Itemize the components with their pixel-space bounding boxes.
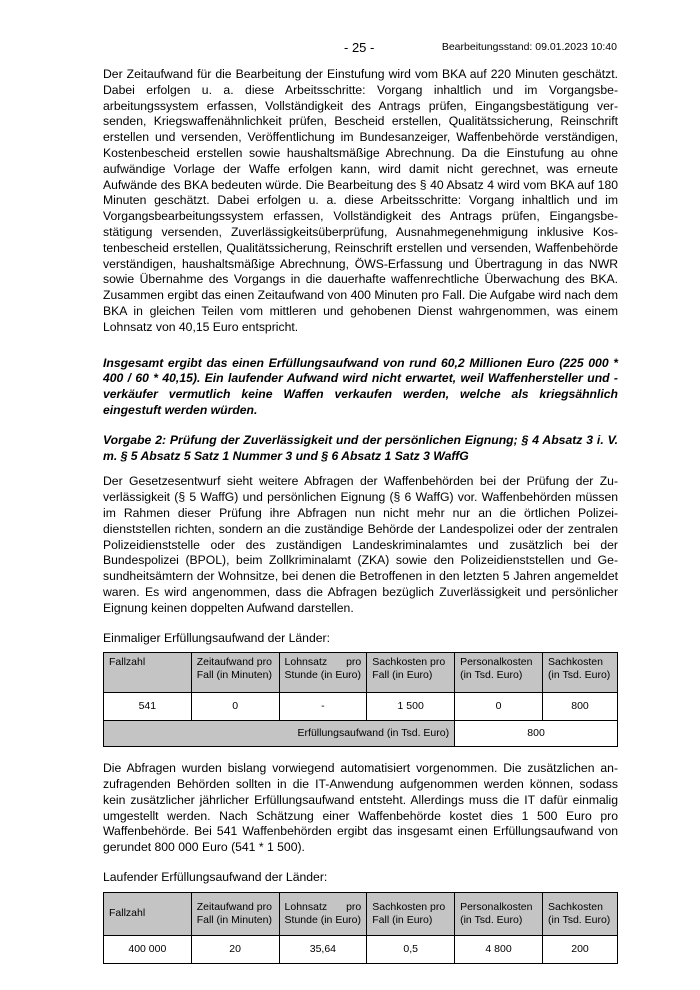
table-cell: 400 000 (104, 935, 192, 963)
table-cell: 35,64 (279, 935, 367, 963)
sum-label: Erfüllungsaufwand (in Tsd. Euro) (104, 721, 455, 747)
table-cell: 0 (191, 693, 279, 721)
table-row (104, 935, 618, 963)
paragraph-effort-bka: Der Zeitaufwand für die Bearbeitung der Einstufung wird vom BKA auf 220 Minuten geschätzt. Dabei erfolgen u. a. diese Arbeitsschritte: Vorgang inhaltlich und im Vorgangsbearbeitungssystem erfassen, Vollständigkeit des Antrags prüfen, Eingangsbestätigung versenden, Kriegswaffenähnlichkeit prüfen, Bescheid erstellen, Qualitätssicherung, Reinschrift erstellen und versenden, Veröffentlichung im Bundesanzeiger, Waffenbehörde verständigen, Kostenbescheid erstellen sowie haushaltsmäßige Abrechnung. Da die Einstufung au ohne aufwändige Vorlage der Waffe erfolgen kann, wird damit nicht gerechnet, was erneute Aufwände des BKA bedeuten würde. Die Bearbeitung des § 40 Absatz 4 wird vom BKA auf 180 Minuten geschätzt. Dabei erfolgen u. a. diese Arbeitsschritte: Vorgang inhaltlich und im Vorgangsbearbeitungssystem erfassen, Vollständigkeit des Antrags prüfen, Eingangsbestätigung versenden, Zuverlässigkeitsüberprüfung, Ausnahmegenehmigung inklusive Kostenbescheid erstellen, Qualitätssicherung, Reinschrift erstellen und versenden, Waffenbehörde verständigen, haushaltsmäßige Abrechnung, ÖWS-Erfassung und Übertragung in das NWR sowie Übernahme des Vorgangs in die dauerhafte waffenrechtliche Überwachung des BKA. Zusammen ergibt das einen Zeitaufwand von 400 Minuten pro Fall. Die Aufgabe wird nach dem BKA in gleichen Teilen vom mittleren und gehobenen Dienst wahrgenommen, was einem Lohnsatz von 40,15 Euro entspricht. (103, 67, 618, 334)
table-cell: 0 (455, 693, 543, 721)
table-sum-row (104, 721, 618, 747)
table-cell: 20 (191, 935, 279, 963)
page-content (103, 67, 618, 964)
table-header-row (104, 653, 618, 693)
header-cell: Zeitaufwand pro Fall (in Minuten) (191, 653, 279, 693)
header-cell: Fallzahl (104, 892, 192, 935)
table-cell: 4 800 (455, 935, 543, 963)
table-recurring-effort (103, 892, 618, 964)
page-number: - 25 - (344, 40, 375, 55)
paragraph-it-conversion: Die Abfragen wurden bislang vorwiegend automatisiert vorgenommen. Die zusätzlichen anzufragenden Behörden sollten in die IT-Anwendung aufgenommen werden können, sodass kein zusätzlicher jährlicher Erfüllungsaufwand entsteht. Allerdings muss die IT dafür einmalig umgestellt werden. Nach Schätzung einer Waffenbehörde kostet dies 1 500 Euro pro Waffenbehörde. Bei 541 Waffenbehörden ergibt das insgesamt einen Erfüllungsaufwand von gerundet 800 000 Euro (541 * 1 500). (103, 761, 618, 855)
section-heading-vorgabe-2: Vorgabe 2: Prüfung der Zuverlässigkeit und der persönlichen Eignung; § 4 Absatz 3 i. V. m. § 5 Absatz 5 Satz 1 Nummer 3 und § 6 Absatz 1 Satz 3 WaffG (103, 432, 618, 463)
table2-caption: Laufender Erfüllungsaufwand der Länder: (103, 870, 328, 885)
header-cell: Personalkosten (in Tsd. Euro) (455, 653, 543, 693)
table-cell: 1 500 (367, 693, 455, 721)
header-cell: Lohnsatz pro Stunde (in Euro) (279, 653, 367, 693)
paragraph-total-summary: Insgesamt ergibt das einen Erfüllungsaufwand von rund 60,2 Millionen Euro (225 000 * 400 / 60 * 40,15). Ein laufender Aufwand wird nicht erwartet, weil Waffenhersteller und -verkäufer vermutlich keine Waffen verkaufen werden, welche als kriegsähnlich eingestuft werden würden. (103, 355, 618, 417)
table-one-time-effort (103, 652, 618, 747)
table-cell: 0,5 (367, 935, 455, 963)
header-cell: Sachkosten (in Tsd. Euro) (543, 653, 618, 693)
sum-value: 800 (455, 721, 618, 747)
header-cell: Zeitaufwand pro Fall (in Minuten) (191, 892, 279, 935)
header-cell: Sachkosten pro Fall (in Euro) (367, 653, 455, 693)
page-header (0, 40, 700, 60)
edit-status: Bearbeitungsstand: 09.01.2023 10:40 (441, 41, 617, 53)
header-cell: Sachkosten (in Tsd. Euro) (543, 892, 618, 935)
table-cell: - (279, 693, 367, 721)
table1-caption: Einmaliger Erfüllungsaufwand der Länder: (103, 630, 330, 645)
table-cell: 200 (543, 935, 618, 963)
table-cell: 800 (543, 693, 618, 721)
header-cell: Sachkosten pro Fall (in Euro) (367, 892, 455, 935)
header-cell: Lohnsatz pro Stunde (in Euro) (279, 892, 367, 935)
table-header-row (104, 892, 618, 935)
table-row (104, 693, 618, 721)
table-cell: 541 (104, 693, 192, 721)
header-cell: Personalkosten (in Tsd. Euro) (455, 892, 543, 935)
paragraph-reliability-check: Der Gesetzesentwurf sieht weitere Abfragen der Waffenbehörden bei der Prüfung der Zuverlässigkeit (§ 5 WaffG) und persönlichen Eignung (§ 6 WaffG) vor. Waffenbehörden müssen im Rahmen dieser Prüfung ihre Abfragen nun nicht mehr nur an die örtlichen Polizeidienststellen richten, sondern an die zuständige Behörde der Landespolizei oder der zentralen Polizeidienststelle oder des zuständigen Landeskriminalamtes und zusätzlich bei der Bundespolizei (BPOL), beim Zollkriminalamt (ZKA) sowie den Polizeidienststellen und Gesundheitsämtern der Wohnsitze, bei denen die Betroffenen in den letzten 5 Jahren angemeldet waren. Es wird angenommen, dass die Abfragen bezüglich Zuverlässigkeit und persönlicher Eignung keinen doppelten Aufwand darstellen. (103, 474, 618, 615)
header-cell: Fallzahl (104, 653, 192, 693)
